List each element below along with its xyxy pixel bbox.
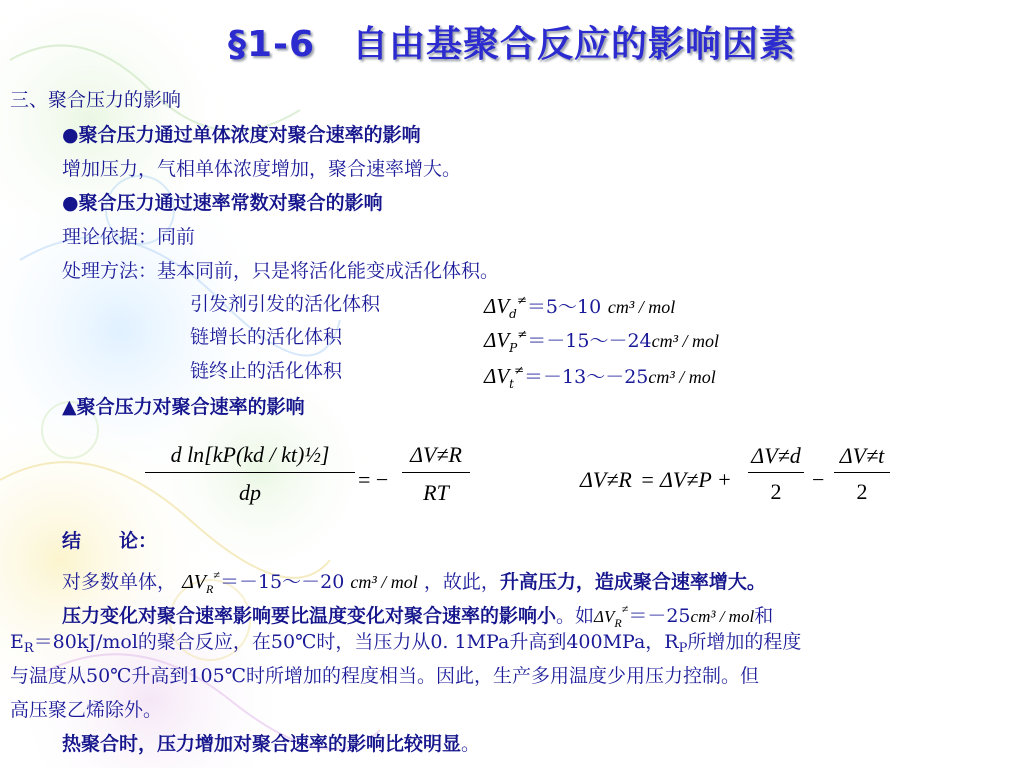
eq1-rhs-numerator: ΔV≠R [410, 442, 462, 467]
eq1-rhs-denominator: RT [423, 480, 449, 505]
point1-text: 增加压力，气相单体浓度增加，聚合速率增大。 [62, 158, 462, 180]
eq2-fraction-t [834, 440, 890, 507]
conclusion-line-1: 对多数单体， $\Delta V_R^\ne=-15\sim-20$ cm³ / mol ，故此，升高压力，造成聚合速率增大。 [62, 568, 766, 596]
conclusion-line-2: 压力变化对聚合速率影响要比温度变化对聚合速率的影响小。如$\Delta V_R^\ne=-25cm^3$ / mol和 [62, 602, 774, 630]
volume-formula-propagation: $\Delta V_P^\ne=-15\sim-24cm^3$ / mol [484, 327, 720, 355]
eq2-frac-t-num: ΔV≠t [839, 443, 885, 468]
eq1-rhs-fraction [402, 438, 470, 509]
eq2-frac-d-num: ΔV≠d [751, 443, 801, 468]
volume-label-termination: 链终止的活化体积 [190, 360, 343, 382]
eq1-denominator: dp [239, 480, 261, 505]
volume-formula-termination: $\Delta V_t^\ne=-13\sim-25cm^3$ / mol [484, 363, 716, 391]
volume-formula-initiator: $\Delta V_d^\ne=5\sim 10$ cm³ / mol [484, 293, 676, 321]
volume-label-initiator: 引发剂引发的活化体积 [190, 293, 381, 315]
slide-title: §1-6 自由基聚合反应的影响因素 [227, 24, 797, 65]
eq2-fraction-d [748, 440, 804, 507]
eq2-frac-d-den: 2 [770, 479, 782, 504]
section-heading: 三、聚合压力的影响 [10, 89, 182, 111]
conclusion-line-3: $E_R=80kJ$/mol的聚合反应，在50℃时，当压力从0. 1MPa升高到400MPa，$R_P$所增加的程度 [10, 631, 802, 656]
eq1-numerator: d ln[kP(kd / kt)½] [170, 442, 330, 467]
method-text: 处理方法：基本同前，只是将活化能变成活化体积。 [62, 260, 500, 282]
volume-label-propagation: 链增长的活化体积 [190, 326, 343, 348]
eq2-lhs: ΔV≠R [580, 467, 632, 492]
point3-heading: ▲聚合压力对聚合速率的影响 [62, 396, 305, 418]
eq1-equals: = − [358, 467, 389, 492]
conclusion-line-6: 热聚合时，压力增加对聚合速率的影响比较明显。 [62, 733, 481, 755]
conclusion-line-4: 与温度从50℃升高到105℃时所增加的程度相当。因此，生产多用温度少用压力控制。但 [10, 665, 759, 687]
eq2-minus: − [812, 467, 825, 492]
eq1-fraction [145, 438, 355, 509]
conclusion-line-5: 高压聚乙烯除外。 [10, 699, 163, 721]
point2-heading: ●聚合压力通过速率常数对聚合的影响 [62, 192, 383, 214]
theory-basis: 理论依据：同前 [62, 226, 196, 248]
conclusion-label: 结 论： [62, 530, 158, 552]
eq2-middle: = ΔV≠P + [640, 467, 732, 492]
point1-heading: ●聚合压力通过单体浓度对聚合速率的影响 [62, 124, 421, 146]
eq2-frac-t-den: 2 [856, 479, 868, 504]
